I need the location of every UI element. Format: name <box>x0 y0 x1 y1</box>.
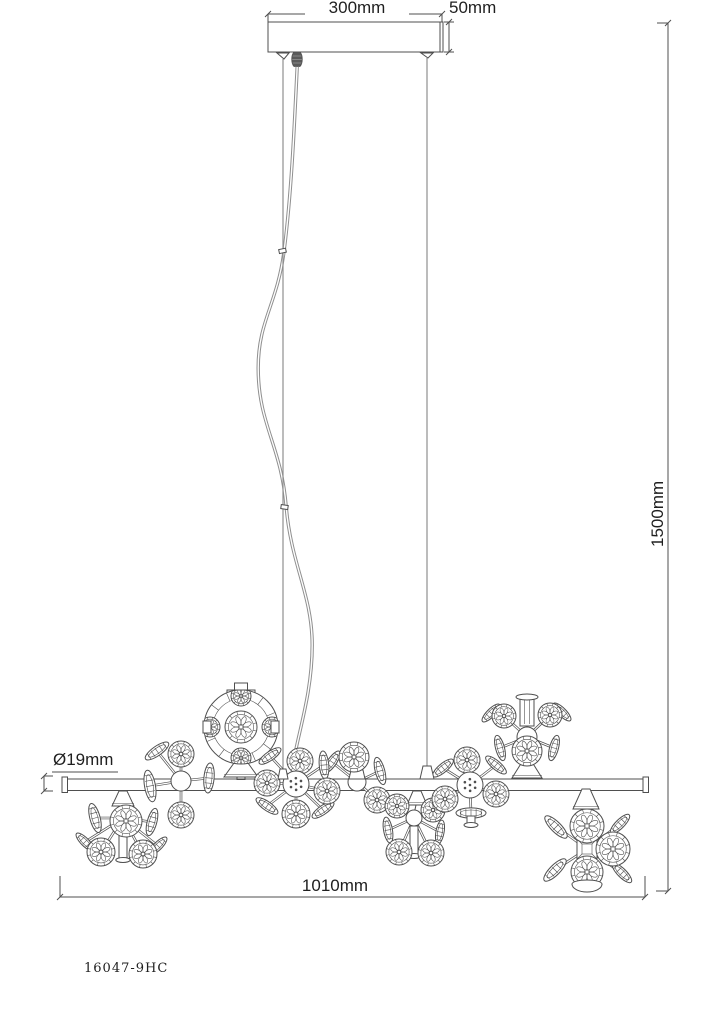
crystal-disc <box>570 809 604 843</box>
crystal-disc <box>596 832 630 866</box>
crystal-disc-edge <box>492 734 507 761</box>
power-cable <box>257 67 313 770</box>
light-cluster-hanging <box>541 789 635 892</box>
ceiling-canopy <box>268 22 443 67</box>
dimension-canopy-width: 300mm <box>305 0 409 16</box>
crystal-disc <box>483 781 509 807</box>
crystal-disc-edge <box>541 856 569 884</box>
crystal-disc <box>385 794 409 818</box>
crystal-disc <box>225 711 257 743</box>
crystal-disc <box>492 704 516 728</box>
crystal-disc <box>418 840 444 866</box>
crystal-disc-edge <box>143 739 171 763</box>
crystal-disc <box>314 778 340 804</box>
light-cluster-hanging <box>74 791 170 868</box>
dimension-fixture-length: 1010mm <box>283 877 387 894</box>
crystal-disc-edge <box>546 734 561 761</box>
crystal-disc-edge <box>381 816 394 843</box>
crystal-disc <box>282 800 310 828</box>
crystal-disc <box>287 748 313 774</box>
socket-cone <box>573 789 599 809</box>
crystal-disc <box>110 805 142 837</box>
crystal-disc-edge <box>142 769 158 802</box>
crystal-disc <box>432 786 458 812</box>
light-cluster-frontal <box>254 745 340 828</box>
dimension-suspension-drop: 1500mm <box>648 480 667 547</box>
cluster-hub <box>406 810 422 826</box>
crystal-disc <box>454 747 480 773</box>
cluster-hub <box>457 772 483 798</box>
crystal-disc <box>386 839 412 865</box>
crystal-disc <box>87 838 115 866</box>
crystal-disc <box>168 741 194 767</box>
crystal-disc <box>254 770 280 796</box>
crystal-disc <box>512 736 542 766</box>
suspension-wires <box>283 58 427 779</box>
crystal-disc <box>538 703 562 727</box>
dimension-bar-diameter: Ø19mm <box>53 750 114 769</box>
crystal-disc <box>339 742 369 772</box>
crystal-disc-edge <box>542 813 570 841</box>
model-number: 16047-9HC <box>84 961 169 976</box>
socket-cone <box>224 763 258 777</box>
cord-grip <box>292 52 303 67</box>
crystal-disc-edge <box>318 751 330 780</box>
crystal-disc-edge <box>430 756 456 779</box>
crystal-disc <box>168 802 194 828</box>
dimension-canopy-height: 50mm <box>449 0 497 17</box>
cluster-hub <box>171 771 191 791</box>
crystal-disc <box>129 840 157 868</box>
